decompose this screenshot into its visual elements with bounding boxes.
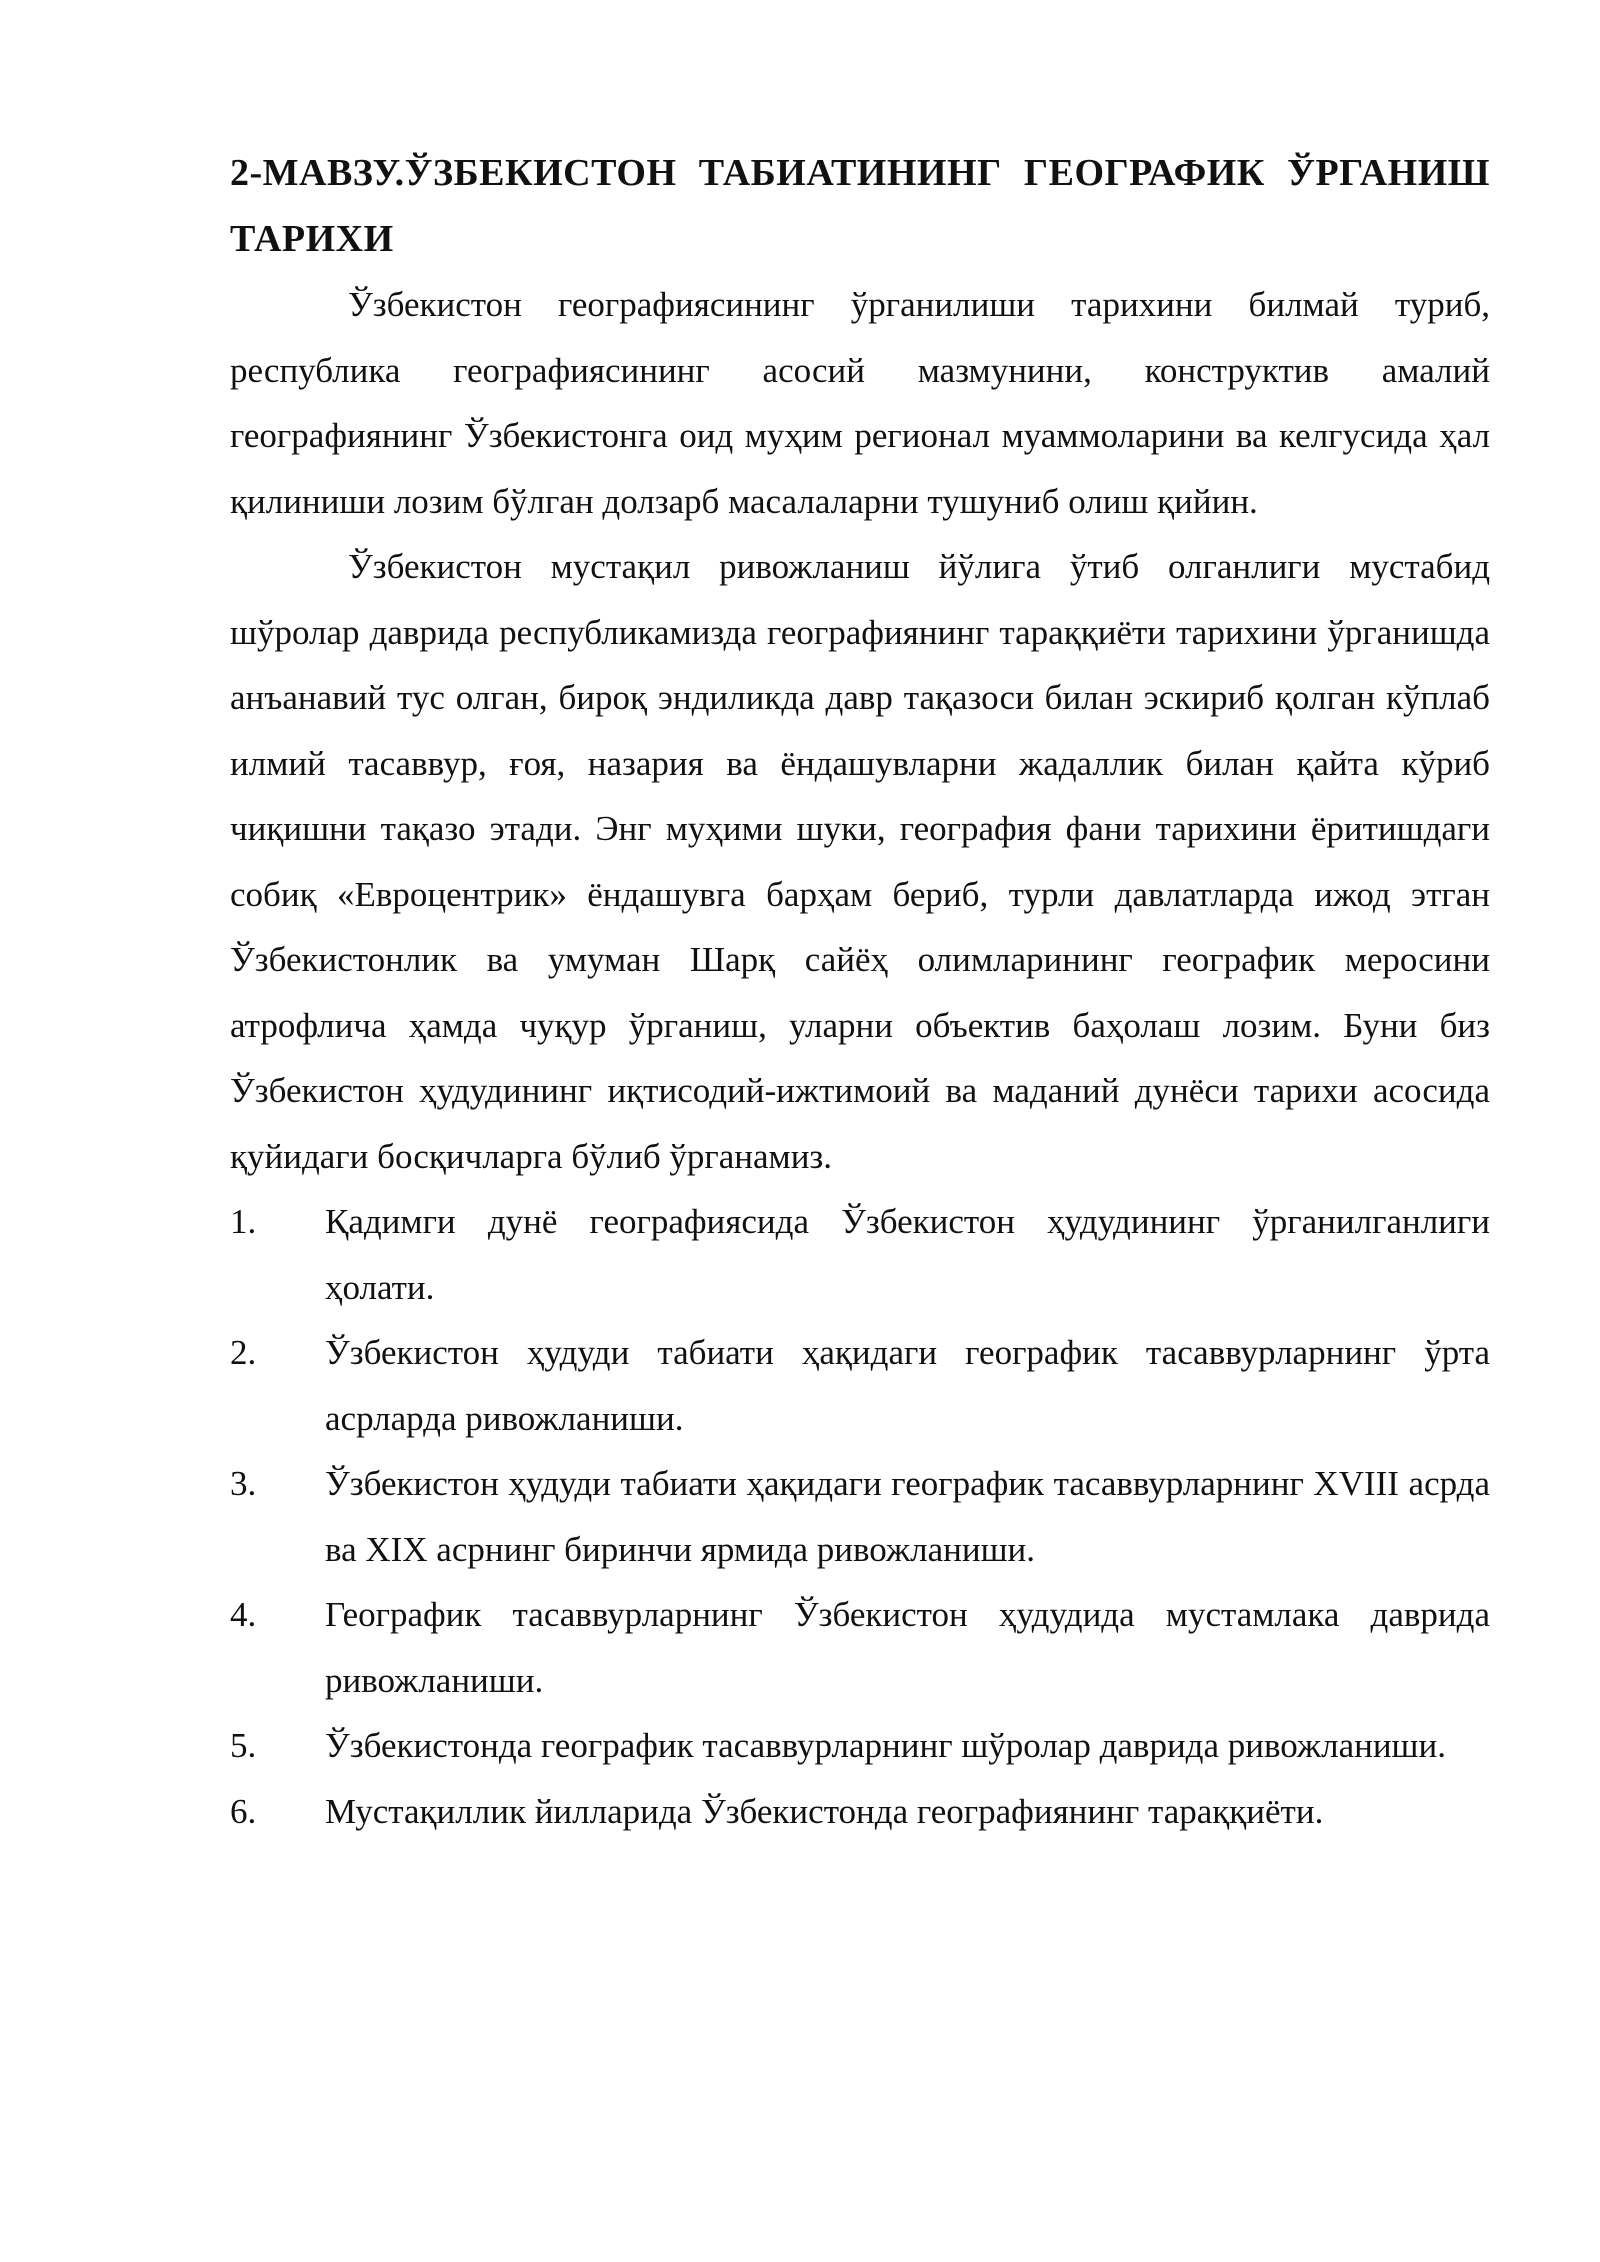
list-item-number: 4. [230,1595,257,1634]
list-item-text: Географик тасаввурларнинг Ўзбекистон ҳудудида мустамлака даврида ривожланиши. [325,1595,1490,1700]
list-item [230,1779,1490,1845]
list-item-number: 3. [230,1464,257,1503]
list-item [230,1320,1490,1451]
stages-list [230,1189,1490,1844]
list-item-text: Қадимги дунё географиясида Ўзбекистон ҳудудининг ўрганилганлиги ҳолати. [325,1202,1490,1307]
list-item-text: Ўзбекистонда географик тасаввурларнинг шўролар даврида ривожланиши. [325,1726,1446,1765]
document-page [230,140,1490,1844]
list-item [230,1189,1490,1320]
list-item-number: 6. [230,1791,257,1831]
list-item [230,1451,1490,1582]
list-item [230,1713,1490,1779]
list-item-text: Ўзбекистон ҳудуди табиати ҳақидаги географик тасаввурларнинг ўрта асрларда ривожланиши. [325,1333,1490,1438]
list-item [230,1582,1490,1713]
paragraph-main: Ўзбекистон мустақил ривожланиш йўлига ўтиб олганлиги мустабид шўролар даврида республикамизда географиянинг тараққиёти тарихини ўрганишда анъанавий тус олган, бироқ эндиликда давр тақазоси билан эскириб қолган кўплаб илмий тасаввур, ғоя, назария ва ёндашувларни жадаллик билан қайта кўриб чиқишни тақазо этади. Энг муҳими шуки, география фани тарихини ёритишдаги собиқ «Евроцентрик» ёндашувга барҳам бериб, турли давлатларда ижод этган Ўзбекистонлик ва умуман Шарқ сайёҳ олимларининг географик меросини атрофлича ҳамда чуқур ўрганиш, уларни объектив баҳолаш лозим. Буни биз Ўзбекистон ҳудудининг иқтисодий-ижтимоий ва маданий дунёси тарихи асосида қуйидаги босқичларга бўлиб ўрганамиз. [230,547,1490,1176]
list-item-number: 2. [230,1333,257,1372]
list-item-number: 5. [230,1726,257,1765]
document-title: 2-МАВЗУ.ЎЗБЕКИСТОН ТАБИАТИНИНГ ГЕОГРАФИК ЎРГАНИШ ТАРИХИ [230,152,1490,260]
list-item-number: 1. [230,1202,257,1241]
list-item-text: Ўзбекистон ҳудуди табиати ҳақидаги географик тасаввурларнинг XVIII асрда ва XIX асрнинг биринчи ярмида ривожланиши. [325,1464,1490,1569]
list-item-text: Мустақиллик йилларида Ўзбекистонда географиянинг тараққиёти. [325,1791,1324,1831]
paragraph-intro: Ўзбекистон географиясининг ўрганилиши тарихини билмай туриб, республика географиясининг асосий мазмунини, конструктив амалий географиянинг Ўзбекистонга оид муҳим регионал муаммоларини ва келгусида ҳал қилиниши лозим бўлган долзарб масалаларни тушуниб олиш қийин. [230,285,1490,521]
